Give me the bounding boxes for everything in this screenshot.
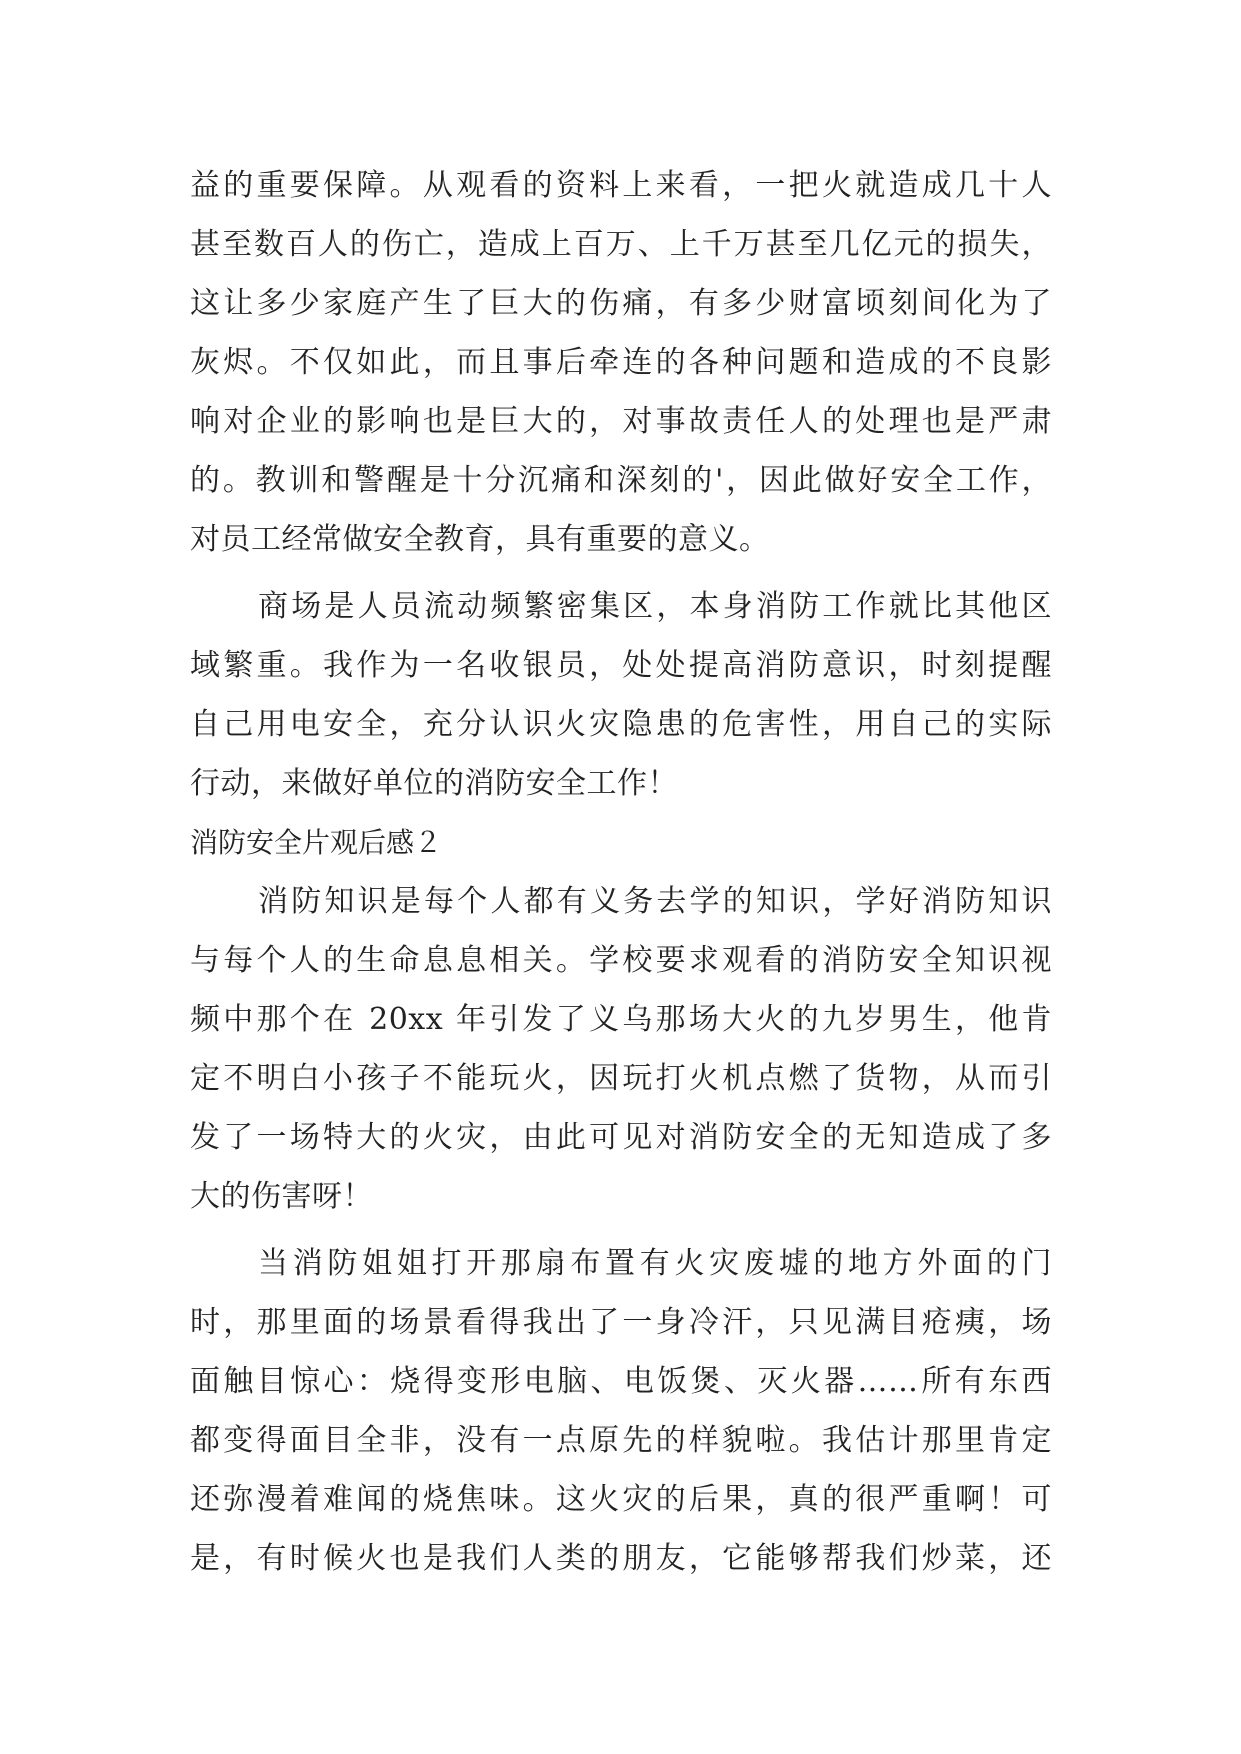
text-line: 都变得面目全非，没有一点原先的样貌啦。我估计那里肯定 [190,1423,1052,1458]
text-line: 自己用电安全，充分认识火灾隐患的危害性，用自己的实际 [190,707,1052,742]
text-line: 还弥漫着难闻的烧焦味。这火灾的后果，真的很严重啊！可 [190,1482,1052,1517]
text-line: 大的伤害呀！ [190,1179,373,1214]
text-line: 面触目惊心：烧得变形电脑、电饭煲、灭火器……所有东西 [190,1364,1052,1399]
text-line: 时，那里面的场景看得我出了一身冷汗，只见满目疮痍，场 [190,1305,1052,1340]
text-line: 对员工经常做安全教育，具有重要的意义。 [190,522,770,557]
paragraph-1 [190,156,1052,569]
text-line: 与每个人的生命息息相关。学校要求观看的消防安全知识视 [190,943,1052,978]
text-line: 响对企业的影响也是巨大的，对事故责任人的处理也是严肃 [190,404,1052,439]
text-line: 消防知识是每个人都有义务去学的知识，学好消防知识 [258,884,1052,919]
text-line: 甚至数百人的伤亡，造成上百万、上千万甚至几亿元的损失， [190,227,1052,262]
text-line: 频中那个在 20xx 年引发了义乌那场大火的九岁男生，他肯 [190,1002,1052,1037]
paragraph-3 [190,872,1052,1226]
paragraph-gap [190,569,1052,577]
text-line: 的。教训和警醒是十分沉痛和深刻的'，因此做好安全工作， [190,463,1052,498]
text-line: 是，有时候火也是我们人类的朋友，它能够帮我们炒菜，还 [190,1541,1052,1576]
text-line: 灰烬。不仅如此，而且事后牵连的各种问题和造成的不良影 [190,345,1052,380]
paragraph-4 [190,1234,1052,1588]
text-line: 这让多少家庭产生了巨大的伤痛，有多少财富顷刻间化为了 [190,286,1052,321]
text-line: 当消防姐姐打开那扇布置有火灾废墟的地方外面的门 [258,1246,1052,1281]
section-heading: 消防安全片观后感２ [190,826,443,859]
paragraph-2 [190,577,1052,813]
paragraph-gap [190,1226,1052,1234]
text-line: 商场是人员流动频繁密集区，本身消防工作就比其他区 [258,589,1052,624]
text-line: 行动，来做好单位的消防安全工作！ [190,766,678,801]
text-line: 定不明白小孩子不能玩火，因玩打火机点燃了货物，从而引 [190,1061,1052,1096]
text-line: 发了一场特大的火灾，由此可见对消防安全的无知造成了多 [190,1120,1052,1155]
text-line: 域繁重。我作为一名收银员，处处提高消防意识，时刻提醒 [190,648,1052,683]
document-body [190,156,1052,1588]
text-line: 益的重要保障。从观看的资料上来看，一把火就造成几十人 [190,168,1052,203]
